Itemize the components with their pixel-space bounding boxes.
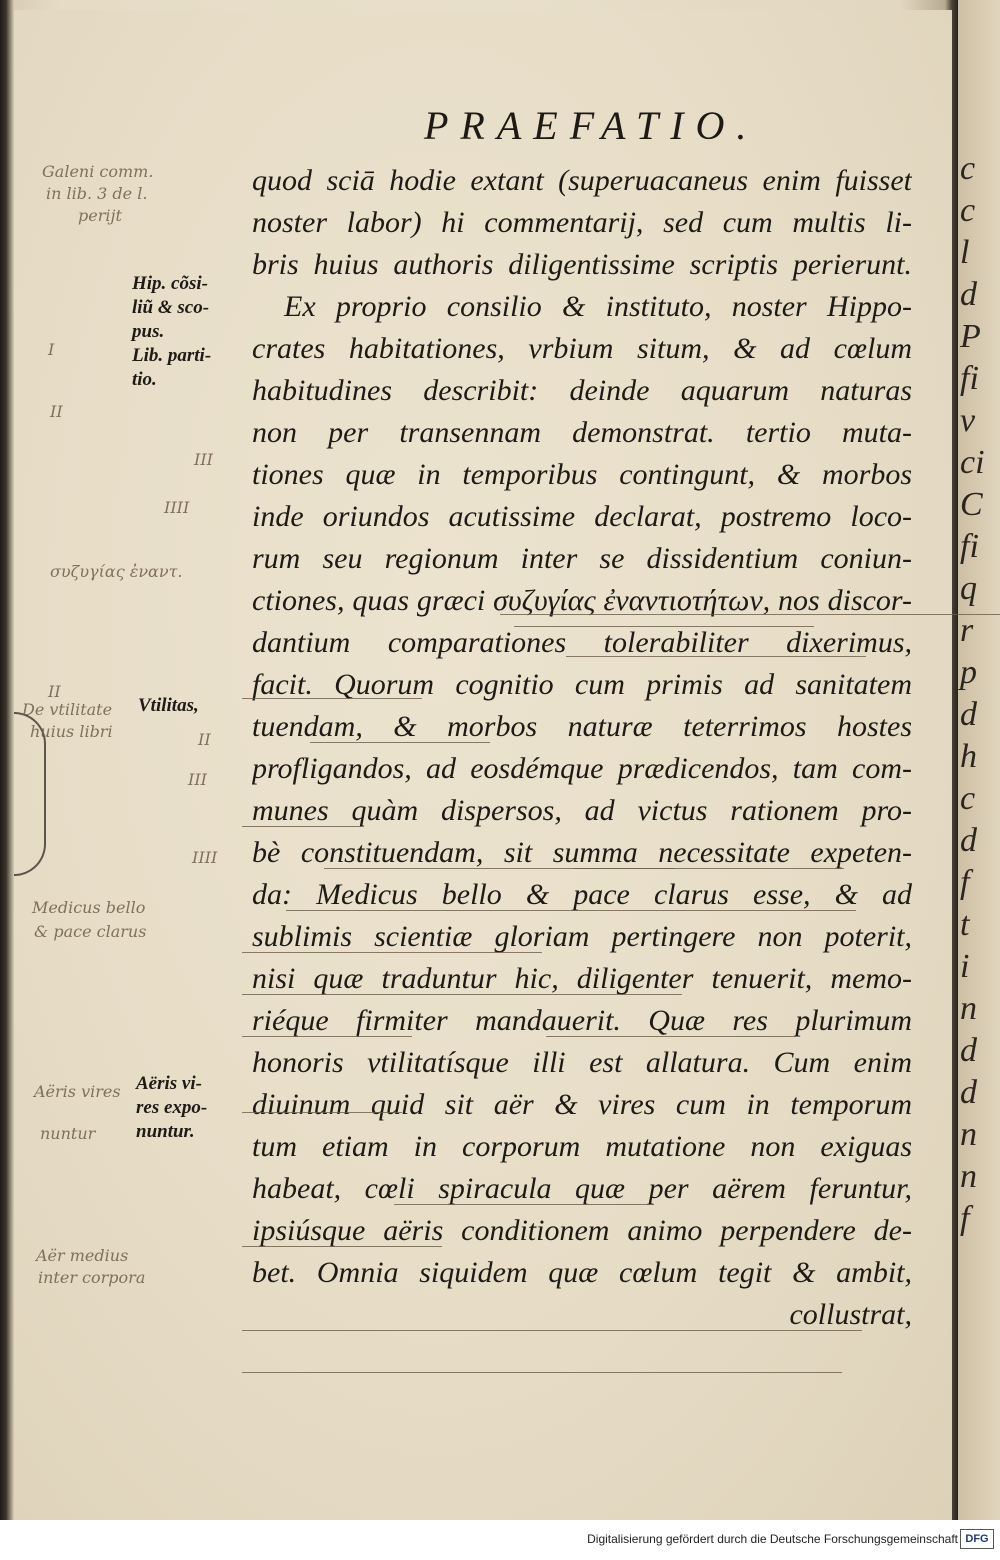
book-page	[14, 10, 952, 1520]
facing-page-letter: r	[960, 612, 974, 649]
text-line: sublimis scientiæ gloriam pertingere non poterit,	[252, 920, 912, 953]
text-line: tum etiam in corporum mutatione non exiguas	[252, 1130, 912, 1163]
handwritten-underline	[286, 910, 856, 911]
handwritten-note: huius libri	[30, 722, 113, 741]
digitization-footer	[0, 1520, 1000, 1560]
handwritten-note: III	[194, 450, 213, 469]
handwritten-note: De vtilitate	[22, 700, 113, 719]
text-line: facit. Quorum cognitio cum primis ad sanitatem	[252, 668, 912, 701]
handwritten-note: in lib. 3 de l.	[46, 184, 148, 203]
text-line: bris huius authoris diligentissime scriptis perierunt.	[252, 248, 912, 281]
text-line: da: Medicus bello & pace clarus esse, & ad	[252, 878, 912, 911]
facing-page-letter: h	[960, 738, 977, 775]
facing-page-letter: t	[960, 906, 970, 943]
handwritten-note: inter corpora	[38, 1268, 146, 1287]
facing-page-letter: n	[960, 1116, 977, 1153]
text-line: ipsiúsque aëris conditionem animo perpendere de-	[252, 1214, 912, 1247]
text-line: non per transennam demonstrat. tertio muta-	[252, 416, 912, 449]
facing-page-letter: d	[960, 696, 977, 733]
facing-page-letter: c	[960, 780, 976, 817]
text-line: tuendam, & morbos naturæ teterrimos hostes	[252, 710, 912, 743]
text-line: profligandos, ad eosdémque prædicendos, tam com-	[252, 752, 912, 785]
facing-page-letter: d	[960, 1074, 977, 1111]
handwritten-underline	[242, 1330, 862, 1331]
handwritten-underline	[574, 868, 674, 869]
text-line: munes quàm dispersos, ad victus rationem pro-	[252, 794, 912, 827]
text-line: dantium comparationes tolerabiliter dixerimus,	[252, 626, 912, 659]
facing-page-letter: fi	[960, 360, 979, 397]
text-line: rum seu regionum inter se dissidentium coniun-	[252, 542, 912, 575]
handwritten-underline	[310, 742, 490, 743]
text-line: tiones quæ in temporibus contingunt, & morbos	[252, 458, 912, 491]
margin-note-aeris: Aëris vi- res expo- nuntur.	[136, 1073, 208, 1142]
text-line: inde oriundos acutissime declarat, postremo loco-	[252, 500, 912, 533]
text-line: bè constituendam, sit summa necessitate expeten-	[252, 836, 912, 869]
handwritten-note: II	[50, 402, 63, 421]
handwritten-note: III	[188, 770, 207, 789]
margin-note-utilitas: Vtilitas,	[138, 695, 199, 716]
handwritten-underline	[242, 952, 542, 953]
handwritten-note: Galeni comm.	[42, 162, 154, 181]
handwritten-note: IIII	[164, 498, 190, 517]
text-line: ctiones, quas græci συζυγίας ἐναντιοτήτων, nos discor-	[252, 584, 912, 617]
handwritten-underline	[394, 1204, 654, 1205]
facing-page-letter: q	[960, 570, 977, 607]
handwritten-underline	[546, 1036, 796, 1037]
handwritten-note: II	[48, 682, 61, 701]
facing-page-letter: d	[960, 1032, 977, 1069]
facing-page-letter: d	[960, 276, 977, 313]
facing-page-letter: c	[960, 192, 976, 229]
running-header: PRAEFATIO.	[424, 103, 759, 148]
handwritten-underline	[242, 1036, 412, 1037]
facing-page-letter: C	[960, 486, 983, 523]
handwritten-underline	[242, 1372, 842, 1373]
handwritten-underline	[242, 994, 682, 995]
facing-page-letter: f	[960, 1200, 970, 1237]
text-line: collustrat,	[789, 1298, 912, 1331]
handwritten-underline	[242, 826, 362, 827]
handwritten-underline	[500, 614, 1000, 615]
handwritten-note: II	[198, 730, 211, 749]
facing-page-letter: l	[960, 234, 970, 271]
handwritten-note: Aëris vires	[34, 1082, 121, 1101]
dfg-logo: DFG	[960, 1529, 994, 1549]
text-line: nisi quæ traduntur hic, diligenter tenuerit, memo-	[252, 962, 912, 995]
facing-page-letter: c	[960, 150, 976, 187]
handwritten-underline	[242, 1246, 442, 1247]
text-line: honoris vtilitatísque illi est allatura. Cum enim	[252, 1046, 912, 1079]
handwritten-underline	[566, 656, 866, 657]
facing-page-letter: i	[960, 948, 970, 985]
footer-credit: Digitalisierung gefördert durch die Deutsche Forschungsgemeinschaft	[587, 1532, 958, 1546]
handwritten-note: Medicus bello	[32, 898, 146, 917]
handwritten-note: IIII	[192, 848, 218, 867]
facing-page-letter: n	[960, 1158, 977, 1195]
text-line: noster labor) hi commentarij, sed cum multis li-	[252, 206, 912, 239]
handwritten-note: I	[48, 340, 55, 359]
text-line: riéque firmiter mandauerit. Quæ res plurimum	[252, 1004, 912, 1037]
handwritten-underline	[514, 626, 814, 627]
facing-page-letter: v	[960, 402, 976, 439]
handwritten-note: perijt	[78, 206, 122, 225]
facing-page-letter: fi	[960, 528, 979, 565]
text-line: bet. Omnia siquidem quæ cœlum tegit & ambit,	[252, 1256, 912, 1289]
facing-page-letter: f	[960, 864, 970, 901]
facing-page-letter: p	[960, 654, 977, 691]
text-line: quod sciā hodie extant (superuacaneus enim fuisset	[252, 164, 912, 197]
facing-page-letter: ci	[960, 444, 985, 481]
text-line: Ex proprio consilio & instituto, noster Hippo-	[284, 290, 912, 323]
handwritten-underline	[242, 1112, 402, 1113]
text-line: habitudines describit: deinde aquarum naturas	[252, 374, 912, 407]
text-line: diuinum quid sit aër & vires cum in temporum	[252, 1088, 912, 1121]
handwritten-note: Aër medius	[36, 1246, 129, 1265]
facing-page-edge	[958, 0, 1000, 1560]
handwritten-note: & pace clarus	[34, 922, 147, 941]
margin-note-consilium: Hip. cõsi- liũ & sco- pus. Lib. parti- tio.	[132, 273, 212, 390]
handwritten-underline	[242, 698, 422, 699]
text-line: habeat, cœli spiracula quæ per aërem feruntur,	[252, 1172, 912, 1205]
handwritten-note: nuntur	[40, 1124, 96, 1143]
facing-page-letter: n	[960, 990, 977, 1027]
handwritten-note: συζυγίας ἐναντ.	[50, 562, 183, 581]
facing-page-letter: P	[960, 318, 981, 355]
facing-page-letter: d	[960, 822, 977, 859]
text-line: crates habitationes, vrbium situm, & ad cœlum	[252, 332, 912, 365]
